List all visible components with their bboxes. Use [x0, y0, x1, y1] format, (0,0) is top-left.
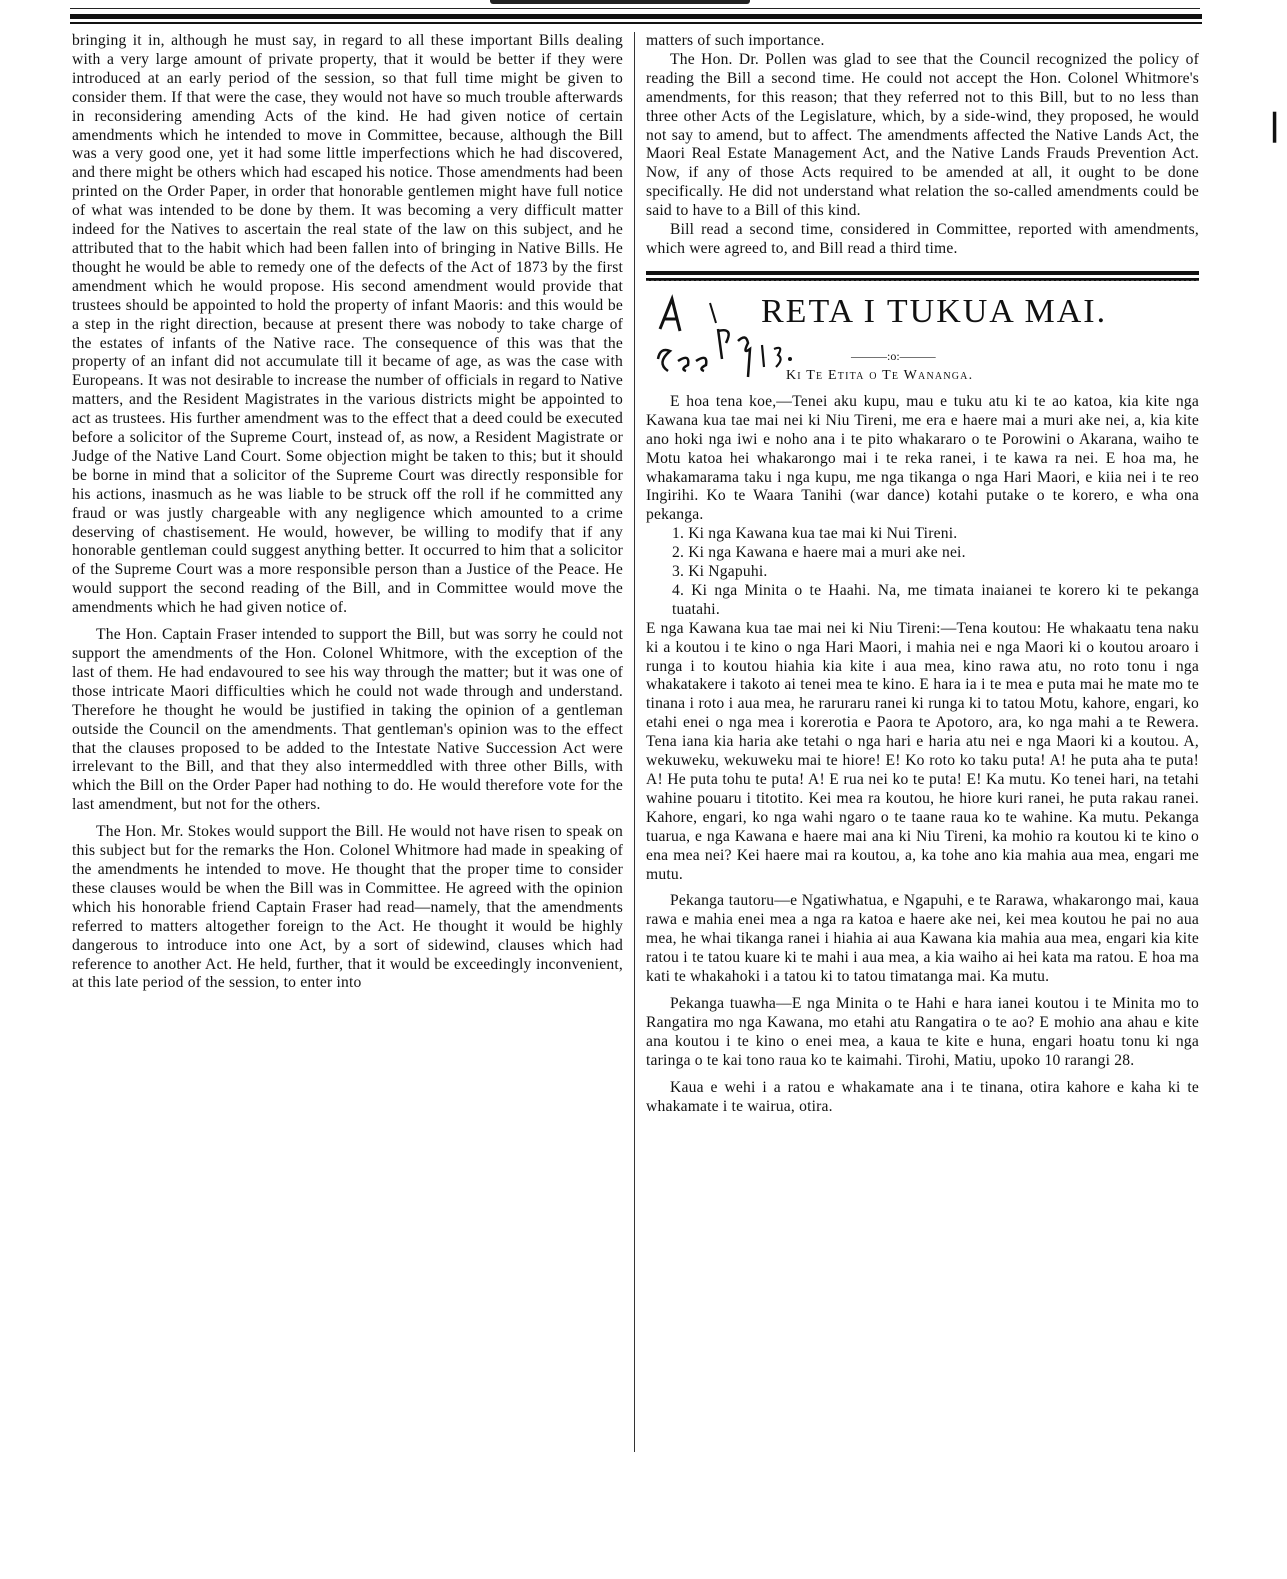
top-rule-thin [70, 22, 1202, 24]
right-paragraph-pollen: The Hon. Dr. Pollen was glad to see that the Council recognized the policy of reading the Bill a second time. He could not accept the Hon. Colonel Whitmore's amendments, for this reason; that they referred not to this Bill, but to no less than three other Acts of the Legislature, which, by a side-wind, they proposed, he would not say to amend, but to affect. The amendments affected the Native Lands Act, the Maori Real Estate Management Act, and the Native Lands Frauds Prevention Act. Now, if any of those Acts required to be amended at all, it ought to be done specifically. He did not understand what relation the so-called amendments could be said to have to a Bill of this kind. [646, 50, 1199, 220]
left-paragraph-whitmore: bringing it in, although he must say, in regard to all these important Bills dealing with a very large amount of private property, that it would be better if they were introduced at an early period of the session, so that full time might be given to consider them. If that were the case, they would not have so much trouble afterwards in reconsidering amending Acts of the kind. He had given notice of certain amendments which he intended to move in Committee, because, although the Bill was a very good one, yet it had some little imperfections which he had discovered, and there might be others which had escaped his notice. Those amendments had been printed on the Order Paper, in order that honorable gentlemen might have full notice of what was intended to be done by them. It was becoming a very difficult matter indeed for the Natives to ascertain the real state of the law on this subject, and he attributed that to the habit which had been fallen into of bringing in Native Bills. He thought he would be able to remedy one of the defects of the Act of 1873 by the first amendment which he would propose. His second amendment would provide that trustees should be appointed to hold the property of infant Maoris: and this would be a step in the right direction, because at present there was nobody to take charge of the estates of infants of the Native race. The consequence of this was that the property of an infant did not accumulate till it became of age, as was the case with Europeans. It was not desirable to increase the number of officials in regard to Native matters, and the Resident Magistrates in the various districts might be appointed to act as trustees. His further amendment was to the effect that a deed could be executed before a solicitor of the Supreme Court, instead of, as now, a Resident Magistrate or Judge of the Native Land Court. Some objection might be taken to this; but it should be borne in mind that a solicitor of the Supreme Court was directly responsible for his actions, inasmuch as he was liable to be struck off the roll if he committed any fraud or was justly chargeable with any negligence which amounted to a crime deserving of chastisement. He would, however, be willing to modify that if any honorable gentleman could suggest anything better. It occurred to him that a solicitor of the Supreme Court was a more responsible person than a Justice of the Peace. He would support the second reading of the Bill, and in Committee would move the amendments which he had given notice of. [72, 32, 624, 617]
letter-heading [646, 289, 1199, 385]
list-item: 3. Ki Ngapuhi. [672, 563, 768, 581]
left-column [72, 32, 623, 993]
right-paragraph-bill-read: Bill read a second time, considered in Committee, reported with amendments, which were agreed to, and Bill read a third time. [646, 221, 1199, 257]
top-rule-thick [70, 14, 1202, 19]
margin-mark: ❘ [1262, 108, 1287, 143]
cropped-header [490, 0, 750, 4]
letter-title: RETA I TUKUA MAI. [761, 292, 1108, 330]
letter-fifth-paragraph: Kaua e wehi i a ratou e whakamate ana i te tinana, otira kahore e kaha ki te whakamate i te wairua, otira. [646, 1078, 1199, 1115]
right-column [646, 32, 1199, 1116]
letter-fourth-branch: Pekanga tuawha—E nga Minita o te Hahi e hara ianei koutou i te Minita mo to Rangatira mo nga Kawana, mo etahi atu Rangatira o te ao? E mohio ana ahau e kite ana koutou i te kino o enei mea, a kaua te kite e huna, engari hoatu tonu ki nga taringa o te kai tono raua ko te kaimahi. Tirohi, Matiu, upoko 10 rarangi 28. [646, 994, 1199, 1069]
title-separator: ———:o:——— [851, 348, 936, 363]
column-divider [634, 32, 635, 1452]
list-item: 1. Ki nga Kawana kua tae mai ki Nui Tireni. [672, 525, 958, 543]
left-paragraph-fraser: The Hon. Captain Fraser intended to support the Bill, but was sorry he could not support the amendments of the Hon. Colonel Whitmore, with the exception of the last of them. He had endavoured to see his way through the matter; but it was one of those intricate Maori difficulties which he could not wade through and understand. Therefore he thought he would be justified in taking the opinion of a gentleman outside the Council on the amendments. That gentleman's opinion was to the effect that the clauses proposed to be added to the Intestate Native Succession Act were irrelevant to the Bill, and that they also intermeddled with three other Bills, with which the Bill on the Order Paper had nothing to do. He would therefore vote for the last amendment, but not for the others. [72, 626, 623, 814]
list-item: 2. Ki nga Kawana e haere mai a muri ake nei. [672, 544, 966, 562]
page-top-edge [70, 0, 1200, 9]
letter-first-branch: E nga Kawana kua tae mai nei ki Niu Tireni:—Tena koutou: He whakaatu tena naku ki a koutou i te kino o nga Hari Maori, i mahia nei e nga Maori ki o koutou aroaro i runga i to koutou hiahia kia kite i aua mea, kino rawa atu, no roto tonu i nga whakatakere i takoto ai tenei mea te kino. E hara ia i te mea e puta mai he mate mo te tinana i roto i aua mea, he raruraru ranei ki runga ki to tatou Motu, kahore, engari, ko etahi enei o nga mea i korerotia e Paora te Apotoro, ara, ko nga mahi a te Rewera. Tena iana kia haria ake tetahi o nga hari e haria atu nei e nga Maori ki a koutou. A, wekuweku, wekuweku mai te hiore! E! Ko roto ko taku puta! A! he puta aha te puta! A! He puta tohu te puta! A! E rua nei ko te puta! E! Ka mutu. Ko tenei hari, na tetahi wahine pouaru i titotito. Kei mea ra koutou, he hiore kuri ranei, he puta rakau ranei. Kahore, engari, ko nga wahi ngaro o te taane raua ko te wahine. Ka mutu. Pekanga tuarua, e nga Kawana e haere mai ana ki Niu Tireni, ka mohio ra koutou ki te kino o ena mea nei? Kei haere mai ra koutou, a, ka tohe ano kia mahia aua mea, engari me mutu. [646, 619, 1199, 883]
letter-addressee: Ki Te Etita o Te Wananga. [786, 367, 974, 383]
section-rule-thick [646, 271, 1199, 275]
section-rule-thin [646, 278, 1199, 281]
letter-third-branch: Pekanga tautoru—e Ngatiwhatua, e Ngapuhi, e te Rarawa, whakarongo mai, kaua rawa e mahia enei mea a nga ra katoa e haere ake nei, kei mea koutou he pai no aua mea, he whai tikanga ranei i hiahia ai aua Kawana kia mahia aua mea, engari kia kite ratou i te tatou kuare ki te mahi i aua mea, a kia waiho ai hei kata ma ratou. E hoa ma kati te whakahoki i a tatou ki to tatou timatanga mai. Ka mutu. [646, 892, 1199, 986]
right-paragraph-continuation: matters of such importance. [646, 32, 825, 49]
letter-intro: E hoa tena koe,—Tenei aku kupu, mau e tuku atu ki te ao katoa, kia kite nga Kawana kua tae mai nei ki Niu Tireni, me era e haere mai a muri ake nei, a, kia kite ano hoki nga iwi e noho ana i te pito whakararo o te Porowini o Akarana, waiho te Motu katoa hei whakarongo mai i te reka ranei, i te kawa ra nei. E hoa ma, he whakamarama taku i nga kupu, me nga tikanga o nga Hari Maori, e kiia nei i te reo Ingirihi. Ko te Waara Tanihi (war dance) kotahi putake o te korero, e wha ona pekanga. [646, 392, 1199, 524]
left-paragraph-stokes: The Hon. Mr. Stokes would support the Bill. He would not have risen to speak on this subject but for the remarks the Hon. Colonel Whitmore had made in speaking of the amendments he intended to move. He thought that the proper time to consider these clauses would be when the Bill was in Committee. He agreed with the opinion which his honorable friend Captain Fraser had read—namely, that the amendments referred to matters altogether foreign to the Act. He thought it would be highly dangerous to introduce into one Act, by a sort of sidewind, clauses which had reference to another Act. He held, further, that it would be exceedingly inconvenient, at this late period of the session, to enter into [72, 823, 623, 992]
list-item: 4. Ki nga Minita o te Haahi. Na, me timata inaianei te korero ki te pekanga tuatahi. [672, 581, 1199, 618]
